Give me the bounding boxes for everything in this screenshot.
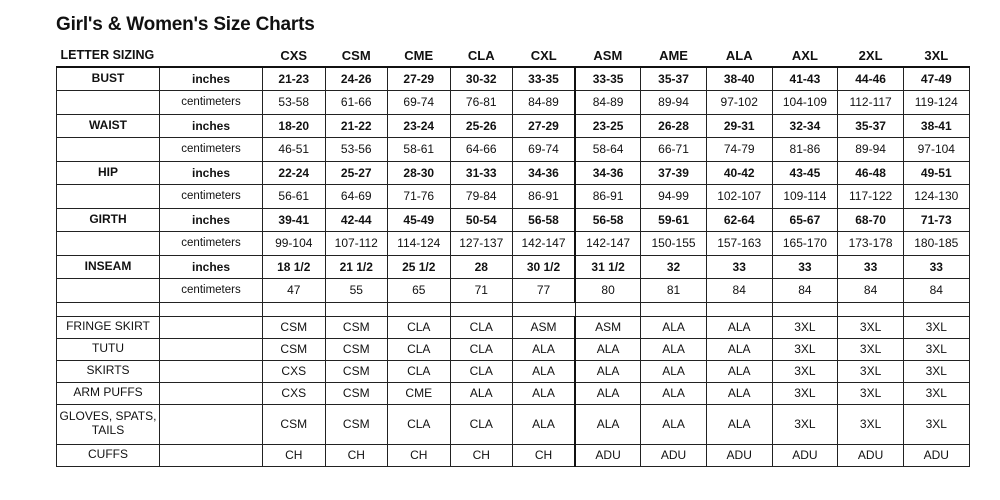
skirts-size-cell: 3XL — [772, 360, 838, 382]
bust-cm-cell: 104-109 — [772, 91, 838, 115]
gloves-spats-tails-size-cell: 3XL — [772, 404, 838, 444]
empty-cell — [57, 138, 160, 162]
empty-cell — [57, 185, 160, 209]
girth-cm-cell: 107-112 — [325, 232, 388, 256]
spacer-cell — [263, 302, 326, 316]
cuffs-size-cell: ADU — [903, 444, 969, 466]
skirts-size-cell: 3XL — [903, 360, 969, 382]
empty-cell — [160, 360, 263, 382]
spacer-cell — [513, 302, 576, 316]
girth-cm-cell: 173-178 — [838, 232, 904, 256]
hip-cm-cell: 86-91 — [513, 185, 576, 209]
bust-cm-cell: 84-89 — [575, 91, 641, 115]
spacer-cell — [388, 302, 451, 316]
fringe-skirt-size-cell: CSM — [263, 316, 326, 338]
girth-inches-cell: 45-49 — [388, 208, 451, 232]
waist-cm-cell: 97-104 — [903, 138, 969, 162]
size-header-csm: CSM — [325, 45, 388, 67]
tutu-size-cell: ALA — [575, 338, 641, 360]
unit-label-inches: inches — [160, 114, 263, 138]
gloves-spats-tails-size-cell: ALA — [706, 404, 772, 444]
hip-cm-cell: 124-130 — [903, 185, 969, 209]
bust-label: BUST — [57, 67, 160, 91]
gloves-spats-tails-label: GLOVES, SPATS, TAILS — [57, 404, 160, 444]
arm-puffs-size-cell: ALA — [450, 382, 513, 404]
spacer-cell — [160, 302, 263, 316]
hip-inches-cell: 34-36 — [575, 161, 641, 185]
arm-puffs-size-cell: 3XL — [838, 382, 904, 404]
hip-inches-cell: 34-36 — [513, 161, 576, 185]
waist-cm-cell: 58-64 — [575, 138, 641, 162]
empty-cell — [160, 338, 263, 360]
inseam-cm-cell: 71 — [450, 279, 513, 303]
waist-centimeters-row — [57, 138, 970, 162]
bust-inches-cell: 30-32 — [450, 67, 513, 91]
arm-puffs-size-cell: 3XL — [772, 382, 838, 404]
empty-cell — [57, 279, 160, 303]
hip-cm-cell: 64-69 — [325, 185, 388, 209]
empty-cell — [160, 404, 263, 444]
tutu-size-cell: ALA — [706, 338, 772, 360]
arm-puffs-size-cell: CXS — [263, 382, 326, 404]
arm-puffs-row — [57, 382, 970, 404]
spacer-cell — [903, 302, 969, 316]
gloves-spats-tails-size-cell: 3XL — [838, 404, 904, 444]
girth-inches-cell: 71-73 — [903, 208, 969, 232]
girth-label: GIRTH — [57, 208, 160, 232]
unit-label-centimeters: centimeters — [160, 232, 263, 256]
size-header-ame: AME — [641, 45, 707, 67]
girth-inches-cell: 39-41 — [263, 208, 326, 232]
spacer-cell — [450, 302, 513, 316]
girth-inches-cell: 62-64 — [706, 208, 772, 232]
skirts-label: SKIRTS — [57, 360, 160, 382]
size-chart-table — [56, 45, 970, 467]
girth-inches-cell: 50-54 — [450, 208, 513, 232]
empty-cell — [160, 316, 263, 338]
bust-cm-cell: 89-94 — [641, 91, 707, 115]
size-header-cla: CLA — [450, 45, 513, 67]
letter-sizing-header: LETTER SIZING — [57, 45, 263, 67]
skirts-size-cell: CXS — [263, 360, 326, 382]
girth-inches-cell: 68-70 — [838, 208, 904, 232]
inseam-inches-cell: 30 1/2 — [513, 255, 576, 279]
waist-inches-cell: 23-25 — [575, 114, 641, 138]
girth-cm-cell: 180-185 — [903, 232, 969, 256]
inseam-cm-cell: 84 — [903, 279, 969, 303]
girth-cm-cell: 150-155 — [641, 232, 707, 256]
spacer-cell — [641, 302, 707, 316]
arm-puffs-size-cell: ALA — [641, 382, 707, 404]
fringe-skirt-size-cell: ALA — [706, 316, 772, 338]
size-header-2xl: 2XL — [838, 45, 904, 67]
gloves-spats-tails-size-cell: CSM — [263, 404, 326, 444]
waist-inches-cell: 27-29 — [513, 114, 576, 138]
tutu-size-cell: ALA — [513, 338, 576, 360]
bust-inches-cell: 41-43 — [772, 67, 838, 91]
girth-inches-cell: 56-58 — [513, 208, 576, 232]
fringe-skirt-size-cell: CSM — [325, 316, 388, 338]
size-header-asm: ASM — [575, 45, 641, 67]
inseam-cm-cell: 47 — [263, 279, 326, 303]
tutu-label: TUTU — [57, 338, 160, 360]
cuffs-row — [57, 444, 970, 466]
girth-inches-row — [57, 208, 970, 232]
girth-cm-cell: 127-137 — [450, 232, 513, 256]
hip-inches-row — [57, 161, 970, 185]
skirts-size-cell: CLA — [450, 360, 513, 382]
gloves-spats-tails-size-cell: 3XL — [903, 404, 969, 444]
hip-inches-cell: 31-33 — [450, 161, 513, 185]
unit-label-centimeters: centimeters — [160, 91, 263, 115]
hip-inches-cell: 25-27 — [325, 161, 388, 185]
waist-inches-cell: 18-20 — [263, 114, 326, 138]
cuffs-size-cell: CH — [513, 444, 576, 466]
fringe-skirt-label: FRINGE SKIRT — [57, 316, 160, 338]
spacer-cell — [838, 302, 904, 316]
spacer-cell — [575, 302, 641, 316]
hip-cm-cell: 102-107 — [706, 185, 772, 209]
girth-cm-cell: 99-104 — [263, 232, 326, 256]
fringe-skirt-size-cell: ASM — [575, 316, 641, 338]
tutu-size-cell: CSM — [263, 338, 326, 360]
bust-cm-cell: 76-81 — [450, 91, 513, 115]
hip-cm-cell: 56-61 — [263, 185, 326, 209]
unit-label-centimeters: centimeters — [160, 279, 263, 303]
hip-cm-cell: 117-122 — [838, 185, 904, 209]
waist-inches-cell: 23-24 — [388, 114, 451, 138]
spacer-cell — [325, 302, 388, 316]
unit-label-inches: inches — [160, 67, 263, 91]
girth-inches-cell: 65-67 — [772, 208, 838, 232]
empty-cell — [57, 232, 160, 256]
cuffs-size-cell: ADU — [706, 444, 772, 466]
size-header-cme: CME — [388, 45, 451, 67]
bust-inches-cell: 38-40 — [706, 67, 772, 91]
gloves-spats-tails-size-cell: ALA — [513, 404, 576, 444]
tutu-size-cell: CLA — [388, 338, 451, 360]
inseam-inches-cell: 33 — [903, 255, 969, 279]
inseam-inches-cell: 21 1/2 — [325, 255, 388, 279]
skirts-size-cell: CLA — [388, 360, 451, 382]
fringe-skirt-size-cell: ASM — [513, 316, 576, 338]
waist-cm-cell: 58-61 — [388, 138, 451, 162]
hip-inches-cell: 49-51 — [903, 161, 969, 185]
skirts-size-cell: ALA — [706, 360, 772, 382]
inseam-cm-cell: 84 — [706, 279, 772, 303]
bust-centimeters-row — [57, 91, 970, 115]
girth-centimeters-row — [57, 232, 970, 256]
girth-inches-cell: 59-61 — [641, 208, 707, 232]
cuffs-size-cell: ADU — [575, 444, 641, 466]
inseam-cm-cell: 80 — [575, 279, 641, 303]
skirts-size-cell: 3XL — [838, 360, 904, 382]
hip-label: HIP — [57, 161, 160, 185]
waist-inches-cell: 25-26 — [450, 114, 513, 138]
skirts-size-cell: ALA — [513, 360, 576, 382]
girth-cm-cell: 165-170 — [772, 232, 838, 256]
girth-cm-cell: 142-147 — [575, 232, 641, 256]
inseam-inches-cell: 31 1/2 — [575, 255, 641, 279]
cuffs-size-cell: ADU — [772, 444, 838, 466]
waist-inches-cell: 21-22 — [325, 114, 388, 138]
waist-inches-cell: 29-31 — [706, 114, 772, 138]
arm-puffs-label: ARM PUFFS — [57, 382, 160, 404]
inseam-inches-cell: 25 1/2 — [388, 255, 451, 279]
size-header-cxs: CXS — [263, 45, 326, 67]
gloves-spats-tails-size-cell: CSM — [325, 404, 388, 444]
header-row — [57, 45, 970, 67]
fringe-skirt-size-cell: 3XL — [903, 316, 969, 338]
fringe-skirt-size-cell: 3XL — [838, 316, 904, 338]
cuffs-size-cell: CH — [450, 444, 513, 466]
cuffs-size-cell: CH — [388, 444, 451, 466]
hip-inches-cell: 28-30 — [388, 161, 451, 185]
skirts-size-cell: ALA — [575, 360, 641, 382]
inseam-cm-cell: 55 — [325, 279, 388, 303]
fringe-skirt-size-cell: CLA — [450, 316, 513, 338]
bust-cm-cell: 69-74 — [388, 91, 451, 115]
waist-cm-cell: 46-51 — [263, 138, 326, 162]
waist-cm-cell: 69-74 — [513, 138, 576, 162]
inseam-cm-cell: 84 — [838, 279, 904, 303]
waist-inches-row — [57, 114, 970, 138]
hip-inches-cell: 46-48 — [838, 161, 904, 185]
unit-label-centimeters: centimeters — [160, 138, 263, 162]
hip-cm-cell: 71-76 — [388, 185, 451, 209]
fringe-skirt-row — [57, 316, 970, 338]
bust-cm-cell: 119-124 — [903, 91, 969, 115]
inseam-cm-cell: 81 — [641, 279, 707, 303]
size-header-ala: ALA — [706, 45, 772, 67]
unit-label-inches: inches — [160, 255, 263, 279]
inseam-cm-cell: 65 — [388, 279, 451, 303]
gloves-spats-tails-size-cell: ALA — [575, 404, 641, 444]
empty-cell — [160, 382, 263, 404]
hip-cm-cell: 109-114 — [772, 185, 838, 209]
gloves-spats-tails-row — [57, 404, 970, 444]
girth-cm-cell: 157-163 — [706, 232, 772, 256]
fringe-skirt-size-cell: CLA — [388, 316, 451, 338]
inseam-cm-cell: 84 — [772, 279, 838, 303]
waist-cm-cell: 53-56 — [325, 138, 388, 162]
cuffs-label: CUFFS — [57, 444, 160, 466]
hip-cm-cell: 94-99 — [641, 185, 707, 209]
waist-inches-cell: 26-28 — [641, 114, 707, 138]
arm-puffs-size-cell: CME — [388, 382, 451, 404]
cuffs-size-cell: CH — [325, 444, 388, 466]
inseam-label: INSEAM — [57, 255, 160, 279]
tutu-size-cell: 3XL — [772, 338, 838, 360]
size-header-3xl: 3XL — [903, 45, 969, 67]
waist-cm-cell: 89-94 — [838, 138, 904, 162]
inseam-inches-row — [57, 255, 970, 279]
inseam-inches-cell: 33 — [838, 255, 904, 279]
inseam-inches-cell: 32 — [641, 255, 707, 279]
bust-inches-cell: 35-37 — [641, 67, 707, 91]
skirts-size-cell: CSM — [325, 360, 388, 382]
tutu-size-cell: ALA — [641, 338, 707, 360]
fringe-skirt-size-cell: ALA — [641, 316, 707, 338]
waist-cm-cell: 81-86 — [772, 138, 838, 162]
size-header-axl: AXL — [772, 45, 838, 67]
empty-cell — [160, 444, 263, 466]
inseam-inches-cell: 33 — [772, 255, 838, 279]
arm-puffs-size-cell: CSM — [325, 382, 388, 404]
size-header-cxl: CXL — [513, 45, 576, 67]
gloves-spats-tails-size-cell: ALA — [641, 404, 707, 444]
fringe-skirt-size-cell: 3XL — [772, 316, 838, 338]
unit-label-inches: inches — [160, 208, 263, 232]
skirts-size-cell: ALA — [641, 360, 707, 382]
hip-cm-cell: 79-84 — [450, 185, 513, 209]
spacer-cell — [706, 302, 772, 316]
waist-cm-cell: 66-71 — [641, 138, 707, 162]
hip-inches-cell: 40-42 — [706, 161, 772, 185]
hip-inches-cell: 43-45 — [772, 161, 838, 185]
waist-cm-cell: 74-79 — [706, 138, 772, 162]
girth-cm-cell: 142-147 — [513, 232, 576, 256]
skirts-row — [57, 360, 970, 382]
spacer-cell — [57, 302, 160, 316]
bust-cm-cell: 53-58 — [263, 91, 326, 115]
girth-inches-cell: 42-44 — [325, 208, 388, 232]
bust-inches-cell: 47-49 — [903, 67, 969, 91]
hip-inches-cell: 37-39 — [641, 161, 707, 185]
girth-inches-cell: 56-58 — [575, 208, 641, 232]
arm-puffs-size-cell: ALA — [513, 382, 576, 404]
hip-centimeters-row — [57, 185, 970, 209]
gloves-spats-tails-size-cell: CLA — [450, 404, 513, 444]
section-spacer-row — [57, 302, 970, 316]
inseam-inches-cell: 33 — [706, 255, 772, 279]
hip-cm-cell: 86-91 — [575, 185, 641, 209]
tutu-size-cell: 3XL — [903, 338, 969, 360]
tutu-size-cell: CSM — [325, 338, 388, 360]
tutu-size-cell: 3XL — [838, 338, 904, 360]
gloves-spats-tails-size-cell: CLA — [388, 404, 451, 444]
bust-cm-cell: 61-66 — [325, 91, 388, 115]
waist-inches-cell: 32-34 — [772, 114, 838, 138]
bust-inches-row — [57, 67, 970, 91]
arm-puffs-size-cell: 3XL — [903, 382, 969, 404]
waist-inches-cell: 35-37 — [838, 114, 904, 138]
bust-inches-cell: 44-46 — [838, 67, 904, 91]
bust-inches-cell: 27-29 — [388, 67, 451, 91]
bust-inches-cell: 33-35 — [575, 67, 641, 91]
waist-label: WAIST — [57, 114, 160, 138]
spacer-cell — [772, 302, 838, 316]
bust-inches-cell: 21-23 — [263, 67, 326, 91]
page-title: Girl's & Women's Size Charts — [56, 14, 315, 35]
bust-inches-cell: 33-35 — [513, 67, 576, 91]
tutu-row — [57, 338, 970, 360]
inseam-centimeters-row — [57, 279, 970, 303]
inseam-cm-cell: 77 — [513, 279, 576, 303]
bust-inches-cell: 24-26 — [325, 67, 388, 91]
empty-cell — [57, 91, 160, 115]
bust-cm-cell: 97-102 — [706, 91, 772, 115]
tutu-size-cell: CLA — [450, 338, 513, 360]
unit-label-centimeters: centimeters — [160, 185, 263, 209]
cuffs-size-cell: ADU — [838, 444, 904, 466]
inseam-inches-cell: 18 1/2 — [263, 255, 326, 279]
bust-cm-cell: 84-89 — [513, 91, 576, 115]
arm-puffs-size-cell: ALA — [706, 382, 772, 404]
waist-cm-cell: 64-66 — [450, 138, 513, 162]
bust-cm-cell: 112-117 — [838, 91, 904, 115]
arm-puffs-size-cell: ALA — [575, 382, 641, 404]
cuffs-size-cell: ADU — [641, 444, 707, 466]
hip-inches-cell: 22-24 — [263, 161, 326, 185]
waist-inches-cell: 38-41 — [903, 114, 969, 138]
unit-label-inches: inches — [160, 161, 263, 185]
size-chart-body — [57, 67, 970, 466]
inseam-inches-cell: 28 — [450, 255, 513, 279]
girth-cm-cell: 114-124 — [388, 232, 451, 256]
cuffs-size-cell: CH — [263, 444, 326, 466]
